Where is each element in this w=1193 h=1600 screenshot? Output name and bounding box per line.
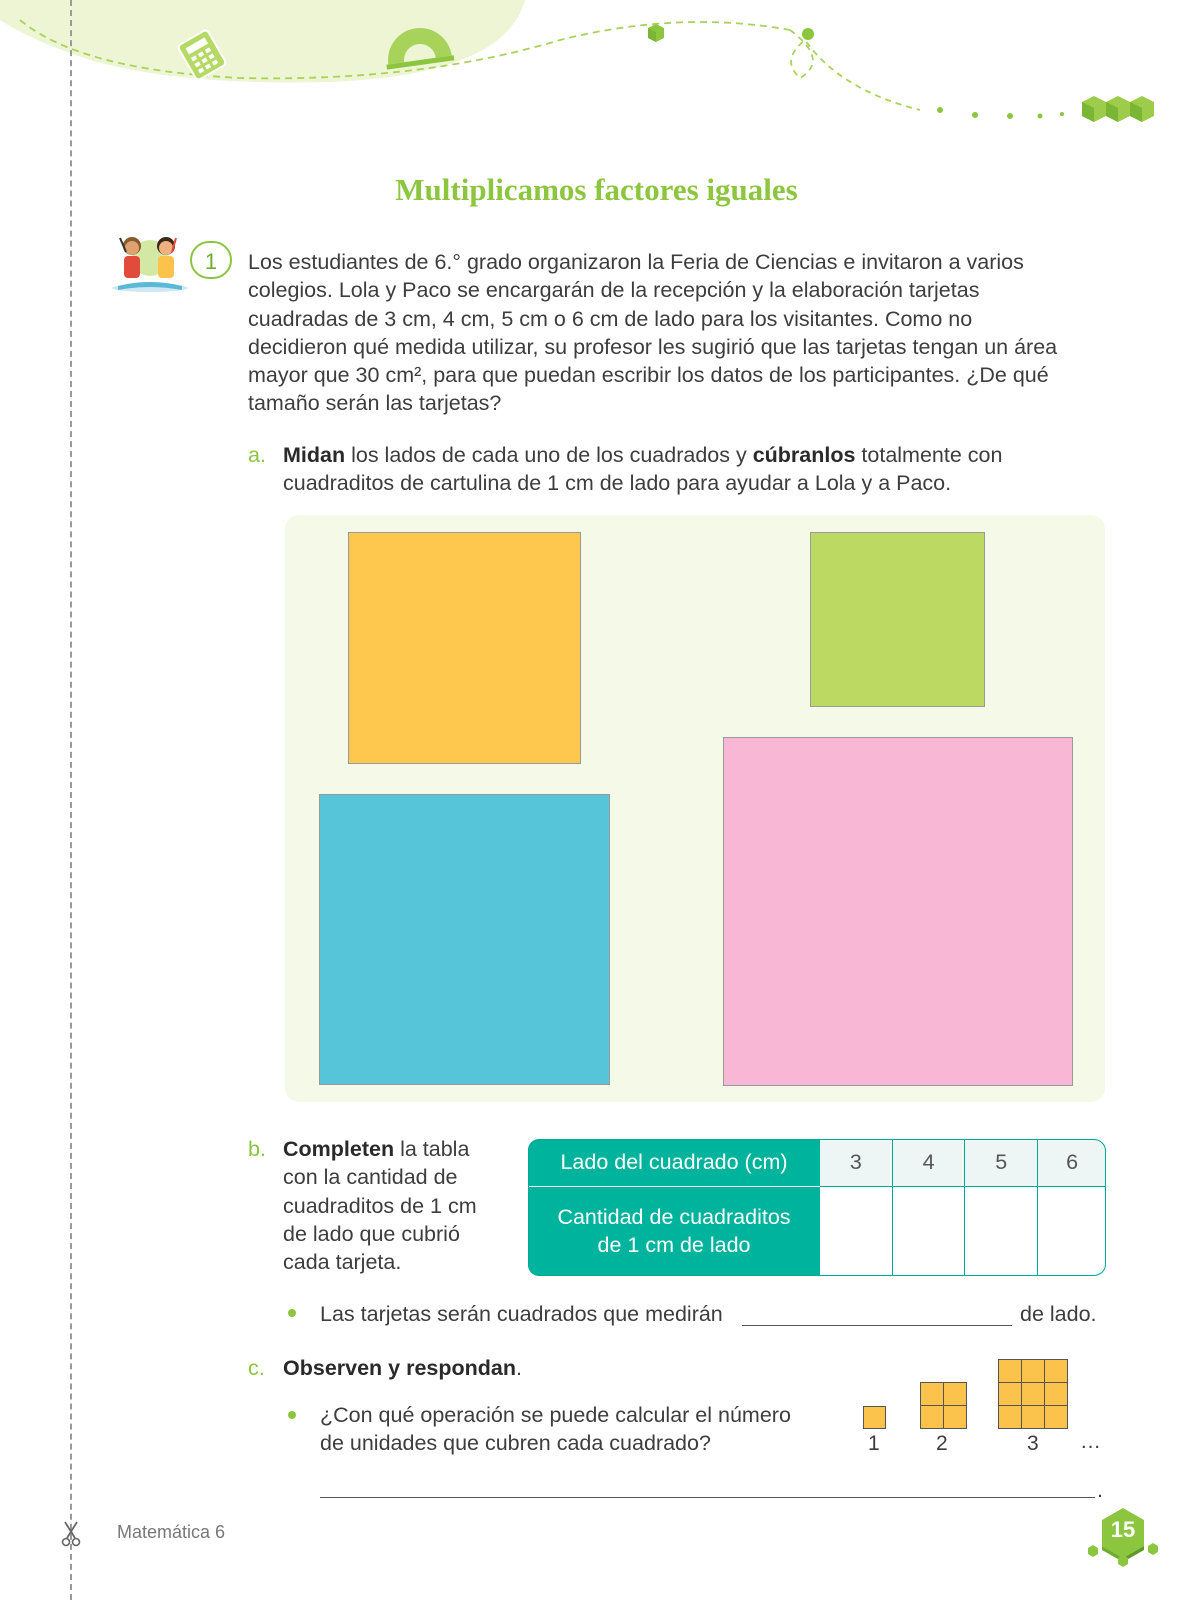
page-number: 15 (1110, 1517, 1136, 1542)
bullet-end-text: de lado. (1020, 1302, 1097, 1326)
item-text: . (516, 1356, 522, 1380)
item-letter: b. (248, 1137, 266, 1161)
scissors-icon (60, 1520, 82, 1548)
unit-square-3 (1044, 1382, 1068, 1406)
activity-number: 1 (190, 241, 232, 279)
paragraph-line: mayor que 30 cm², para que puedan escribir los datos de los participantes. ¿De qué (248, 363, 1049, 388)
unit-square-2 (920, 1382, 944, 1406)
cube-icon (648, 24, 664, 42)
item-letter: a. (248, 443, 266, 467)
question-text (320, 1401, 840, 1458)
item-text: de lado que cubrió (283, 1221, 460, 1246)
paragraph-line: tamaño serán las tarjetas? (248, 391, 502, 416)
small-cubes-icon (1086, 1540, 1166, 1570)
unit-square-2 (943, 1382, 967, 1406)
unit-square-3 (1044, 1359, 1068, 1383)
header-decoration (0, 0, 1193, 140)
item-text: cuadraditos de 1 cm (283, 1193, 477, 1218)
table-cell-count[interactable] (965, 1187, 1038, 1276)
orange-square (348, 532, 581, 764)
squares-panel (285, 515, 1105, 1102)
question-line: de unidades que cubren cada cuadrado? (320, 1431, 711, 1456)
item-text: cada tarjeta. (283, 1250, 402, 1275)
bullet-icon (288, 1411, 296, 1419)
item-text: los lados de cada uno de los cuadrados y (345, 443, 753, 467)
row-header-count (528, 1187, 820, 1276)
pink-square (723, 737, 1073, 1086)
table-cell-side: 5 (965, 1139, 1038, 1187)
book-name: Matemática 6 (117, 1522, 226, 1542)
answer-line[interactable] (320, 1497, 1095, 1498)
figure-label: 3 (1027, 1432, 1039, 1455)
item-verb: Midan (283, 443, 346, 467)
table-cell-count[interactable] (893, 1187, 966, 1276)
item-c (248, 1354, 808, 1382)
item-verb: Completen (283, 1137, 395, 1161)
item-a (248, 441, 1108, 498)
item-verb: cúbranlos (752, 443, 856, 467)
figure-label: 1 (868, 1432, 880, 1455)
table-cell-side: 4 (893, 1139, 966, 1187)
unit-square-3 (998, 1382, 1022, 1406)
students-reading-icon (110, 228, 190, 294)
cubes-icon (1082, 96, 1154, 122)
unit-square-2 (920, 1405, 944, 1429)
row-header-side: Lado del cuadrado (cm) (528, 1139, 820, 1187)
paragraph-line: colegios. Lola y Paco se encargarán de la recepción y la elaboración tarjetas (248, 278, 980, 303)
table-cell-side: 3 (820, 1139, 893, 1187)
unit-square-3 (998, 1405, 1022, 1429)
page-title: Multiplicamos factores iguales (395, 172, 798, 207)
unit-square-2 (943, 1405, 967, 1429)
unit-square-3 (1021, 1359, 1045, 1383)
item-verb: Observen y respondan (283, 1356, 516, 1380)
squares-table (528, 1139, 1106, 1276)
table-cell-count[interactable] (820, 1187, 893, 1276)
green-square (810, 532, 985, 707)
figure-label: 2 (936, 1432, 948, 1455)
paragraph-line: Los estudiantes de 6.° grado organizaron la Feria de Ciencias e invitaron a varios (248, 250, 1024, 274)
end-dot: . (1097, 1478, 1103, 1502)
unit-square-3 (1044, 1405, 1068, 1429)
unit-square-1 (863, 1406, 886, 1429)
unit-square-3 (998, 1359, 1022, 1383)
activity-paragraph (248, 248, 1108, 418)
blue-square (319, 794, 610, 1085)
unit-square-3 (1021, 1382, 1045, 1406)
row-header-line: de 1 cm de lado (597, 1233, 751, 1258)
cut-line (70, 0, 72, 1600)
item-text: totalmente con (855, 443, 1003, 467)
unit-square-3 (1021, 1405, 1045, 1429)
paragraph-line: decidieron qué medida utilizar, su profesor les sugirió que las tarjetas tengan un área (248, 334, 1058, 359)
item-letter: c. (248, 1356, 265, 1380)
table-cell-count[interactable] (1038, 1187, 1106, 1276)
item-text: cuadraditos de cartulina de 1 cm de lado para ayudar a Lola y a Paco. (283, 471, 952, 496)
item-b (248, 1135, 508, 1276)
item-text: la tabla (394, 1137, 470, 1161)
question-line: ¿Con qué operación se puede calcular el número (320, 1403, 791, 1427)
answer-line[interactable] (742, 1325, 1012, 1326)
table-cell-side: 6 (1038, 1139, 1106, 1187)
bullet-text: Las tarjetas serán cuadrados que medirán (320, 1302, 723, 1326)
paragraph-line: cuadradas de 3 cm, 4 cm, 5 cm o 6 cm de lado para los visitantes. Como no (248, 306, 973, 331)
bullet-icon (288, 1309, 296, 1317)
item-text: con la cantidad de (283, 1165, 458, 1190)
figure-label: … (1080, 1430, 1101, 1453)
row-header-line: Cantidad de cuadraditos (557, 1205, 791, 1230)
